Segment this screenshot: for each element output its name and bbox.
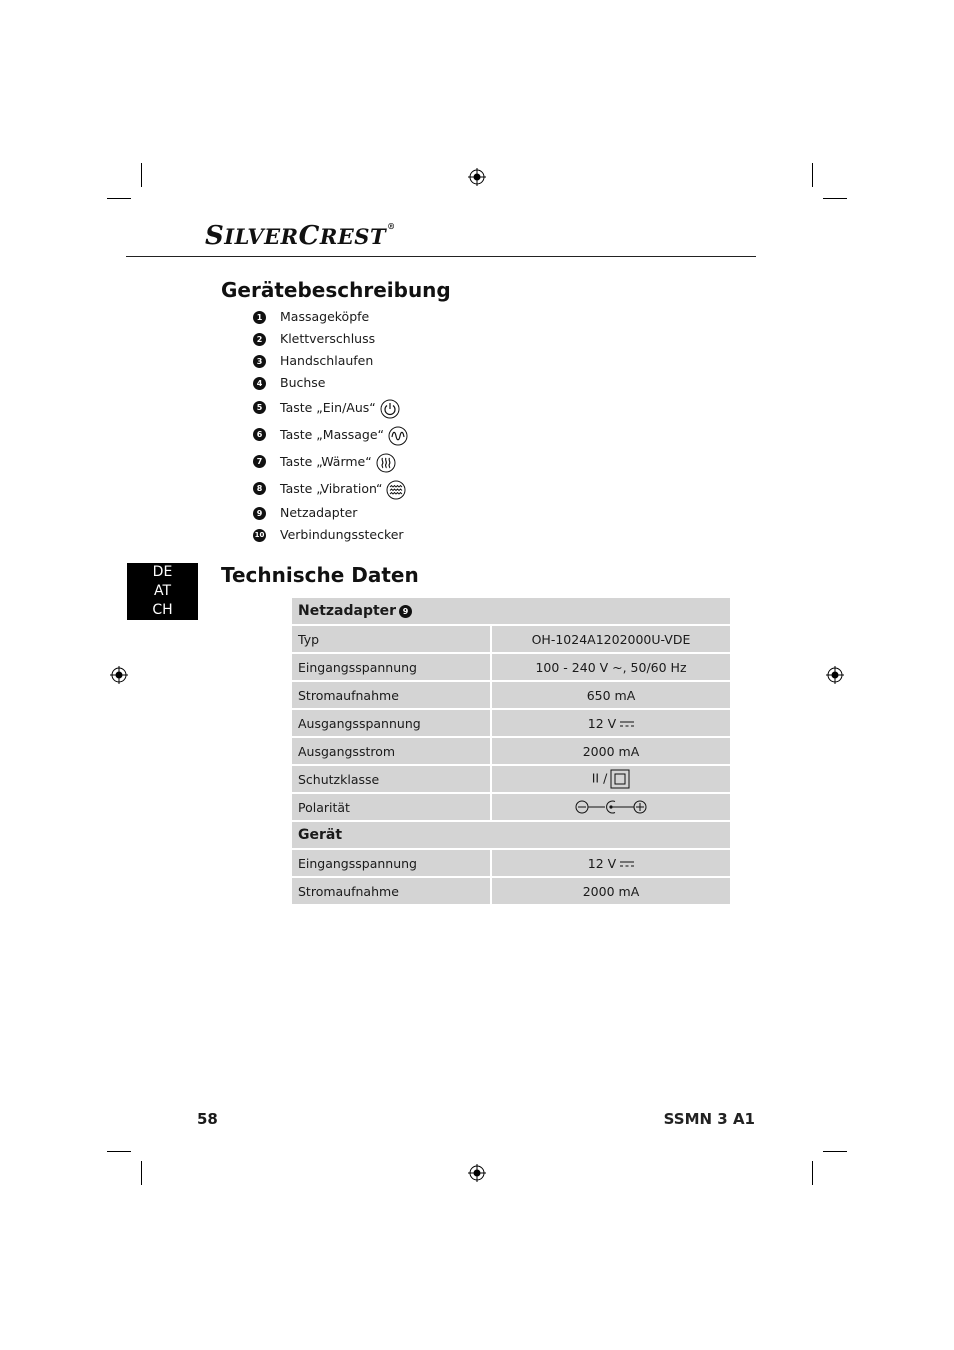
spec-value: 12 V [587, 715, 617, 731]
spec-value: 2000 mA [491, 737, 731, 765]
table-row [291, 849, 731, 877]
item-label: Taste „Vibration“ [280, 481, 383, 496]
heat-icon [376, 453, 396, 473]
item-number: 9 [253, 507, 266, 520]
table-row [291, 681, 731, 709]
language-code: CH [152, 602, 173, 618]
adapter-header-number: 9 [399, 605, 412, 618]
section-title-device-description: Gerätebeschreibung [221, 278, 451, 302]
crop-mark [812, 1161, 813, 1185]
item-label: Netzadapter [280, 505, 358, 520]
massage-wave-icon [388, 426, 408, 446]
spec-value: 2000 mA [491, 877, 731, 905]
spec-label: Stromaufnahme [291, 681, 491, 709]
spec-label: Polarität [291, 793, 491, 821]
adapter-header: Netzadapter [298, 603, 397, 619]
language-code: AT [153, 583, 172, 599]
spec-label: Ausgangsstrom [291, 737, 491, 765]
item-number: 7 [253, 455, 266, 468]
crop-mark [823, 198, 847, 199]
crop-mark [141, 163, 142, 187]
item-number: 3 [253, 355, 266, 368]
spec-label: Ausgangsspannung [291, 709, 491, 737]
polarity-icon [575, 799, 647, 815]
item-label: Taste „Massage“ [280, 427, 385, 442]
table-row [291, 877, 731, 905]
spec-value: 100 - 240 V ~, 50/60 Hz [491, 653, 731, 681]
table-row [291, 625, 731, 653]
vibration-icon [386, 480, 406, 500]
item-number: 8 [253, 482, 266, 495]
direct-current-icon [620, 860, 634, 868]
item-label: Buchse [280, 375, 326, 390]
registration-mark-icon [468, 168, 486, 186]
model-number: SSMN 3 A1 [663, 1110, 755, 1128]
item-number: 6 [253, 428, 266, 441]
table-row [291, 765, 731, 793]
spec-label: Eingangsspannung [291, 849, 491, 877]
item-number: 5 [253, 401, 266, 414]
power-icon [380, 399, 400, 419]
device-header: Gerät [291, 821, 731, 849]
registration-mark-icon [826, 666, 844, 684]
registration-mark-icon [110, 666, 128, 684]
header-rule [126, 256, 756, 257]
item-label: Klettverschluss [280, 331, 376, 346]
spec-table [290, 596, 732, 906]
language-tab [127, 563, 198, 620]
crop-mark [141, 1161, 142, 1185]
crop-mark [823, 1151, 847, 1152]
table-row [291, 709, 731, 737]
item-label: Handschlaufen [280, 353, 374, 368]
table-row [291, 653, 731, 681]
item-number: 2 [253, 333, 266, 346]
spec-value: 12 V [587, 855, 617, 871]
protection-class-ii-icon [610, 769, 630, 789]
table-row [291, 793, 731, 821]
spec-value: OH-1024A1202000U-VDE [491, 625, 731, 653]
item-label: Taste „Ein/Aus“ [280, 400, 376, 415]
direct-current-icon [620, 720, 634, 728]
registration-mark-icon [468, 1164, 486, 1182]
language-code: DE [152, 564, 173, 580]
page-number: 58 [197, 1110, 218, 1128]
spec-value: II / [591, 770, 608, 786]
item-label: Verbindungsstecker [280, 527, 404, 542]
item-number: 1 [253, 311, 266, 324]
item-number: 10 [253, 529, 266, 542]
table-header-row [291, 821, 731, 849]
spec-label: Typ [291, 625, 491, 653]
item-label: Massageköpfe [280, 309, 370, 324]
spec-label: Eingangsspannung [291, 653, 491, 681]
spec-label: Schutzklasse [291, 765, 491, 793]
brand-logo: SILVERCREST® [205, 221, 396, 251]
item-label: Taste „Wärme“ [280, 454, 372, 469]
spec-label: Stromaufnahme [291, 877, 491, 905]
table-row [291, 737, 731, 765]
crop-mark [812, 163, 813, 187]
table-header-row [291, 597, 731, 625]
item-number: 4 [253, 377, 266, 390]
spec-value: 650 mA [491, 681, 731, 709]
section-title-technical-data: Technische Daten [221, 563, 419, 587]
crop-mark [107, 198, 131, 199]
crop-mark [107, 1151, 131, 1152]
